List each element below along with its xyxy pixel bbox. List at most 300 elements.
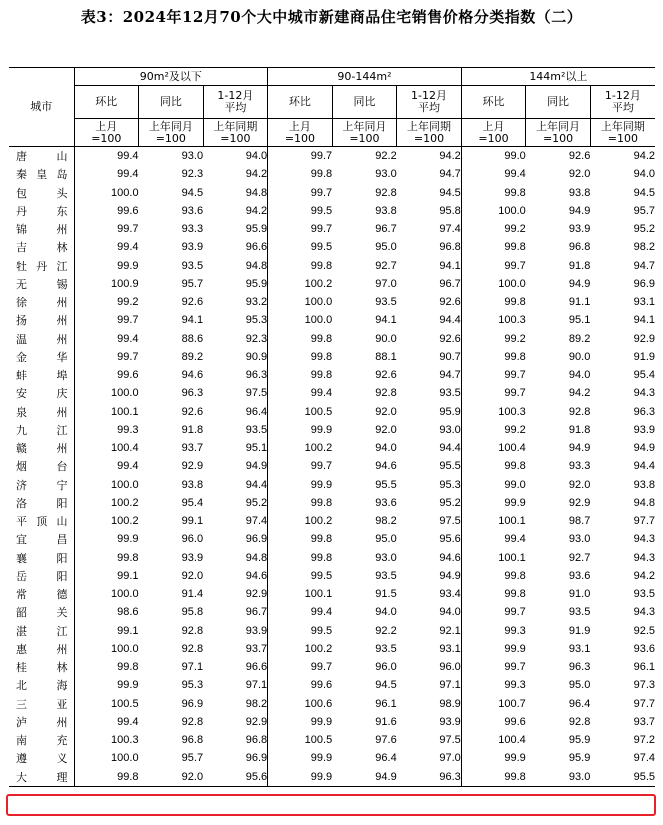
index-value-cell: 94.0	[439, 606, 461, 619]
city-name: 湛 江	[16, 624, 68, 638]
index-value-cell: 93.6	[375, 496, 397, 509]
index-value-cell: 89.2	[181, 350, 204, 363]
table-row	[9, 567, 655, 585]
index-value-cell: 100.4	[461, 439, 526, 457]
index-value-cell: 96.9	[245, 533, 268, 546]
index-value-cell: 93.6	[633, 642, 655, 655]
index-value-cell: 99.7	[74, 311, 139, 329]
city-name-cell	[9, 530, 74, 548]
index-value-cell: 99.9	[74, 257, 139, 275]
index-value-cell: 97.5	[439, 734, 461, 747]
index-value-cell: 92.9	[245, 588, 268, 601]
table-row	[9, 330, 655, 348]
index-value-cell: 99.8	[74, 768, 139, 787]
index-value-cell: 92.3	[181, 168, 204, 181]
index-value-cell: 92.8	[375, 387, 397, 400]
table-row	[9, 403, 655, 421]
index-value-cell: 94.4	[245, 478, 268, 491]
index-value-cell: 100.0	[461, 275, 526, 293]
index-value-cell: 92.9	[568, 496, 591, 509]
index-value-cell: 100.0	[461, 202, 526, 220]
city-name-cell	[9, 494, 74, 512]
index-value-cell: 92.9	[181, 460, 204, 473]
index-value-cell: 100.5	[268, 731, 333, 749]
index-value-cell: 95.4	[181, 496, 204, 509]
index-value-cell: 95.3	[439, 478, 461, 491]
city-name: 温 州	[16, 332, 68, 346]
table-row	[9, 585, 655, 603]
index-value-cell: 97.7	[633, 697, 655, 710]
index-value-cell: 100.0	[268, 293, 333, 311]
index-value-cell: 94.3	[633, 387, 655, 400]
index-value-cell: 98.6	[74, 603, 139, 621]
table-row	[9, 439, 655, 457]
index-value-cell: 96.3	[568, 661, 591, 674]
index-value-cell: 93.7	[245, 642, 268, 655]
index-value-cell: 92.9	[245, 715, 268, 728]
index-value-cell: 96.0	[439, 661, 461, 674]
city-name: 徐 州	[16, 296, 68, 310]
index-value-cell: 99.6	[74, 366, 139, 384]
index-value-cell: 96.3	[633, 405, 655, 418]
city-name: 三 亚	[16, 697, 68, 711]
city-name-cell	[9, 585, 74, 603]
index-value-cell: 96.3	[397, 768, 462, 787]
sub-header-cell: 1-12月 平均	[590, 86, 655, 119]
index-value-cell: 96.4	[375, 752, 397, 765]
index-value-cell: 92.6	[568, 150, 591, 163]
index-value-cell: 93.0	[181, 150, 204, 163]
table-row	[9, 165, 655, 183]
index-value-cell: 96.9	[633, 277, 655, 290]
index-value-cell: 94.5	[439, 186, 461, 199]
index-value-cell: 94.5	[181, 186, 204, 199]
city-name: 岳 阳	[16, 569, 68, 583]
table-row	[9, 713, 655, 731]
sub-header-cell: 同比	[332, 86, 397, 119]
city-name-cell	[9, 512, 74, 530]
index-value-cell: 99.8	[268, 366, 333, 384]
index-value-cell: 99.7	[461, 257, 526, 275]
index-value-cell: 95.5	[375, 478, 397, 491]
index-value-cell: 94.9	[568, 277, 591, 290]
index-value-cell: 96.3	[245, 369, 268, 382]
index-value-cell: 94.6	[181, 369, 204, 382]
index-value-cell: 97.5	[439, 515, 461, 528]
index-value-cell: 93.0	[375, 168, 397, 181]
index-value-cell: 99.8	[461, 184, 526, 202]
index-value-cell: 94.1	[439, 259, 461, 272]
base-header-cell: 上年同月 =100	[139, 119, 204, 147]
city-name-cell	[9, 476, 74, 494]
city-name: 遵 义	[16, 752, 68, 766]
index-value-cell: 96.0	[181, 533, 204, 546]
index-value-cell: 99.7	[461, 384, 526, 402]
index-value-cell: 99.8	[461, 238, 526, 256]
table-row	[9, 366, 655, 384]
city-name: 秦 皇 岛	[16, 168, 68, 182]
index-value-cell: 93.9	[181, 241, 204, 254]
index-value-cell: 93.0	[375, 551, 397, 564]
city-name-cell	[9, 165, 74, 183]
index-value-cell: 88.1	[375, 350, 397, 363]
index-value-cell: 95.9	[245, 277, 268, 290]
index-value-cell: 92.6	[439, 296, 461, 309]
index-value-cell: 93.4	[439, 588, 461, 601]
index-value-cell: 92.8	[568, 405, 591, 418]
index-value-cell: 93.5	[375, 569, 397, 582]
index-value-cell: 93.6	[181, 204, 204, 217]
table-row	[9, 220, 655, 238]
index-value-cell: 99.5	[268, 567, 333, 585]
index-value-cell: 99.9	[461, 494, 526, 512]
index-value-cell: 93.5	[181, 259, 204, 272]
index-value-cell: 100.0	[74, 585, 139, 603]
city-name-cell	[9, 676, 74, 694]
index-value-cell: 92.8	[181, 642, 204, 655]
city-name: 惠 州	[16, 642, 68, 656]
index-value-cell: 99.2	[461, 421, 526, 439]
index-value-cell: 94.0	[568, 369, 591, 382]
index-value-cell: 94.9	[633, 442, 655, 455]
index-value-cell: 96.7	[375, 223, 397, 236]
city-name: 烟 台	[16, 460, 68, 474]
index-value-cell: 92.9	[633, 332, 655, 345]
index-value-cell: 99.9	[268, 476, 333, 494]
index-value-cell: 98.2	[245, 697, 268, 710]
city-name-cell	[9, 147, 74, 166]
index-value-cell: 91.4	[181, 588, 204, 601]
city-name: 大 理	[16, 770, 68, 784]
index-value-cell: 92.8	[568, 715, 591, 728]
index-value-cell: 99.2	[461, 330, 526, 348]
city-name-cell	[9, 293, 74, 311]
city-name-cell	[9, 275, 74, 293]
index-value-cell: 98.7	[568, 515, 591, 528]
base-header-cell: 上年同期 =100	[397, 119, 462, 147]
city-name: 金 华	[16, 350, 68, 364]
index-value-cell: 94.8	[245, 551, 268, 564]
index-value-cell: 100.2	[268, 512, 333, 530]
index-value-cell: 93.2	[245, 296, 268, 309]
index-value-cell: 99.8	[74, 658, 139, 676]
base-header-cell: 上年同月 =100	[526, 119, 591, 147]
index-value-cell: 100.2	[268, 439, 333, 457]
index-value-cell: 94.0	[633, 168, 655, 181]
city-name: 无 锡	[16, 277, 68, 291]
base-header-cell: 上月 =100	[268, 119, 333, 147]
table-row	[9, 147, 655, 166]
index-value-cell: 100.1	[74, 403, 139, 421]
index-value-cell: 99.5	[268, 238, 333, 256]
index-value-cell: 90.7	[439, 350, 461, 363]
city-name-cell	[9, 238, 74, 256]
city-name: 丹 东	[16, 204, 68, 218]
index-value-cell: 99.4	[74, 330, 139, 348]
index-value-cell: 100.5	[268, 403, 333, 421]
city-name-cell	[9, 567, 74, 585]
index-value-cell: 97.0	[439, 752, 461, 765]
index-value-cell: 100.2	[74, 494, 139, 512]
index-value-cell: 93.0	[526, 768, 591, 787]
index-value-cell: 95.8	[181, 606, 204, 619]
index-value-cell: 99.6	[74, 202, 139, 220]
city-name-cell	[9, 184, 74, 202]
table-row	[9, 603, 655, 621]
index-value-cell: 94.2	[633, 150, 655, 163]
index-value-cell: 92.0	[568, 168, 591, 181]
index-value-cell: 97.7	[633, 515, 655, 528]
index-value-cell: 93.9	[633, 423, 655, 436]
index-value-cell: 93.9	[568, 223, 591, 236]
index-value-cell: 93.6	[568, 569, 591, 582]
index-value-cell: 95.8	[439, 204, 461, 217]
index-value-cell: 94.1	[633, 314, 655, 327]
index-value-cell: 99.7	[74, 220, 139, 238]
index-value-cell: 95.0	[375, 533, 397, 546]
city-name: 牡 丹 江	[16, 259, 68, 273]
index-value-cell: 91.8	[568, 259, 591, 272]
index-value-cell: 92.0	[375, 423, 397, 436]
index-value-cell: 94.1	[375, 314, 397, 327]
index-value-cell: 93.1	[568, 642, 591, 655]
index-value-cell: 94.2	[633, 569, 655, 582]
index-value-cell: 93.3	[181, 223, 204, 236]
index-value-cell: 95.1	[245, 442, 268, 455]
index-value-cell: 95.7	[181, 277, 204, 290]
city-name-cell	[9, 457, 74, 475]
index-value-cell: 94.7	[439, 168, 461, 181]
index-value-cell: 99.9	[268, 749, 333, 767]
index-value-cell: 94.4	[633, 460, 655, 473]
index-value-cell: 96.8	[245, 734, 268, 747]
index-value-cell: 94.9	[332, 768, 397, 787]
index-value-cell: 88.6	[181, 332, 204, 345]
index-value-cell: 99.8	[268, 165, 333, 183]
index-value-cell: 92.3	[245, 332, 268, 345]
index-value-cell: 97.4	[245, 515, 268, 528]
table-row	[9, 768, 655, 787]
index-value-cell: 94.3	[633, 551, 655, 564]
table-row	[9, 494, 655, 512]
city-name: 九 江	[16, 423, 68, 437]
index-value-cell: 95.0	[568, 679, 591, 692]
sub-header-cell: 1-12月 平均	[203, 86, 268, 119]
index-value-cell: 94.6	[439, 551, 461, 564]
index-value-cell: 89.2	[568, 332, 591, 345]
index-value-cell: 94.0	[375, 606, 397, 619]
index-value-cell: 99.4	[461, 530, 526, 548]
index-value-cell: 96.6	[245, 241, 268, 254]
city-name: 韶 关	[16, 606, 68, 620]
index-value-cell: 98.9	[439, 697, 461, 710]
index-value-cell: 92.0	[568, 478, 591, 491]
index-value-cell: 99.4	[461, 165, 526, 183]
index-value-cell: 95.2	[245, 496, 268, 509]
index-value-cell: 91.9	[633, 350, 655, 363]
index-value-cell: 94.4	[439, 442, 461, 455]
index-value-cell: 95.9	[439, 405, 461, 418]
price-index-table	[9, 67, 655, 787]
table-row	[9, 311, 655, 329]
city-name: 泉 州	[16, 405, 68, 419]
index-value-cell: 99.4	[74, 238, 139, 256]
table-row	[9, 293, 655, 311]
index-value-cell: 99.3	[461, 622, 526, 640]
index-value-cell: 93.9	[439, 715, 461, 728]
index-value-cell: 94.5	[633, 186, 655, 199]
index-value-cell: 99.6	[268, 676, 333, 694]
index-value-cell: 99.8	[461, 457, 526, 475]
city-name: 济 宁	[16, 478, 68, 492]
table-row	[9, 421, 655, 439]
index-value-cell: 96.7	[245, 606, 268, 619]
index-value-cell: 100.3	[461, 311, 526, 329]
index-value-cell: 93.7	[181, 442, 204, 455]
city-name-cell	[9, 220, 74, 238]
city-name-cell	[9, 549, 74, 567]
index-value-cell: 100.0	[268, 311, 333, 329]
index-value-cell: 96.0	[375, 661, 397, 674]
index-value-cell: 100.4	[74, 439, 139, 457]
city-name: 常 德	[16, 588, 68, 602]
index-value-cell: 95.1	[568, 314, 591, 327]
table-row	[9, 476, 655, 494]
index-value-cell: 97.4	[439, 223, 461, 236]
index-value-cell: 99.7	[461, 658, 526, 676]
index-value-cell: 91.8	[568, 423, 591, 436]
index-value-cell: 99.7	[461, 603, 526, 621]
index-value-cell: 97.3	[633, 679, 655, 692]
city-name: 泸 州	[16, 715, 68, 729]
index-value-cell: 93.1	[439, 642, 461, 655]
index-value-cell: 90.0	[568, 350, 591, 363]
index-value-cell: 94.2	[568, 387, 591, 400]
index-value-cell: 99.3	[74, 421, 139, 439]
index-value-cell: 96.4	[568, 697, 591, 710]
base-header-cell: 上年同期 =100	[590, 119, 655, 147]
city-name: 吉 林	[16, 241, 68, 255]
index-value-cell: 99.4	[268, 384, 333, 402]
index-value-cell: 94.1	[181, 314, 204, 327]
table-row	[9, 202, 655, 220]
index-value-cell: 99.8	[74, 549, 139, 567]
city-name-cell	[9, 202, 74, 220]
city-name-cell	[9, 384, 74, 402]
index-value-cell: 99.8	[461, 567, 526, 585]
city-name: 唐 山	[16, 150, 68, 164]
index-value-cell: 96.6	[245, 661, 268, 674]
city-name-cell	[9, 603, 74, 621]
index-value-cell: 92.8	[181, 624, 204, 637]
index-value-cell: 99.4	[268, 603, 333, 621]
index-value-cell: 90.0	[375, 332, 397, 345]
sub-header-cell: 环比	[461, 86, 526, 119]
index-value-cell: 95.9	[245, 223, 268, 236]
index-value-cell: 96.7	[439, 277, 461, 290]
group-header-small: 90m²及以下	[74, 68, 268, 86]
city-name-cell	[9, 311, 74, 329]
index-value-cell: 92.7	[568, 551, 591, 564]
index-value-cell: 93.8	[568, 186, 591, 199]
index-value-cell: 94.9	[568, 442, 591, 455]
table-row	[9, 530, 655, 548]
index-value-cell: 94.7	[633, 259, 655, 272]
index-value-cell: 91.1	[568, 296, 591, 309]
index-value-cell: 95.6	[439, 533, 461, 546]
index-value-cell: 94.8	[633, 496, 655, 509]
index-value-cell: 99.7	[268, 147, 333, 166]
city-name-cell	[9, 348, 74, 366]
table-row	[9, 749, 655, 767]
index-value-cell: 93.0	[568, 533, 591, 546]
index-value-cell: 99.8	[461, 293, 526, 311]
index-value-cell: 96.9	[245, 752, 268, 765]
index-value-cell: 94.6	[245, 569, 268, 582]
index-value-cell: 99.9	[74, 676, 139, 694]
base-header-row	[9, 119, 655, 147]
index-value-cell: 94.9	[568, 204, 591, 217]
index-value-cell: 94.0	[375, 442, 397, 455]
index-value-cell: 99.2	[461, 220, 526, 238]
index-value-cell: 99.7	[74, 348, 139, 366]
table-row	[9, 622, 655, 640]
highlight-box	[6, 794, 656, 816]
city-name-cell	[9, 695, 74, 713]
city-name-cell	[9, 403, 74, 421]
city-name-cell	[9, 749, 74, 767]
index-value-cell: 99.7	[268, 457, 333, 475]
index-value-cell: 99.2	[74, 293, 139, 311]
index-value-cell: 96.8	[568, 241, 591, 254]
base-header-cell: 上月 =100	[74, 119, 139, 147]
city-name: 包 头	[16, 186, 68, 200]
index-value-cell: 99.7	[268, 184, 333, 202]
index-value-cell: 100.3	[461, 403, 526, 421]
index-value-cell: 97.2	[633, 734, 655, 747]
index-value-cell: 96.1	[375, 697, 397, 710]
table-header	[9, 68, 655, 147]
index-value-cell: 99.7	[461, 366, 526, 384]
index-value-cell: 92.7	[375, 259, 397, 272]
city-name: 洛 阳	[16, 496, 68, 510]
index-value-cell: 99.8	[268, 549, 333, 567]
table-row	[9, 384, 655, 402]
base-header-cell: 上年同月 =100	[332, 119, 397, 147]
index-value-cell: 94.8	[245, 186, 268, 199]
index-value-cell: 99.9	[461, 640, 526, 658]
city-name: 锦 州	[16, 223, 68, 237]
index-value-cell: 90.9	[245, 350, 268, 363]
table-row	[9, 457, 655, 475]
index-value-cell: 100.0	[74, 749, 139, 767]
index-value-cell: 95.0	[375, 241, 397, 254]
sub-header-cell: 1-12月 平均	[397, 86, 462, 119]
index-value-cell: 95.9	[568, 752, 591, 765]
index-value-cell: 99.0	[461, 147, 526, 166]
index-value-cell: 96.4	[245, 405, 268, 418]
index-value-cell: 93.8	[633, 478, 655, 491]
index-value-cell: 97.6	[375, 734, 397, 747]
sub-header-cell: 环比	[74, 86, 139, 119]
index-value-cell: 93.9	[245, 624, 268, 637]
index-value-cell: 93.5	[568, 606, 591, 619]
index-value-cell: 92.0	[375, 405, 397, 418]
index-value-cell: 100.5	[74, 695, 139, 713]
table-row	[9, 238, 655, 256]
base-header-cell: 上年同期 =100	[203, 119, 268, 147]
index-value-cell: 94.9	[439, 569, 461, 582]
